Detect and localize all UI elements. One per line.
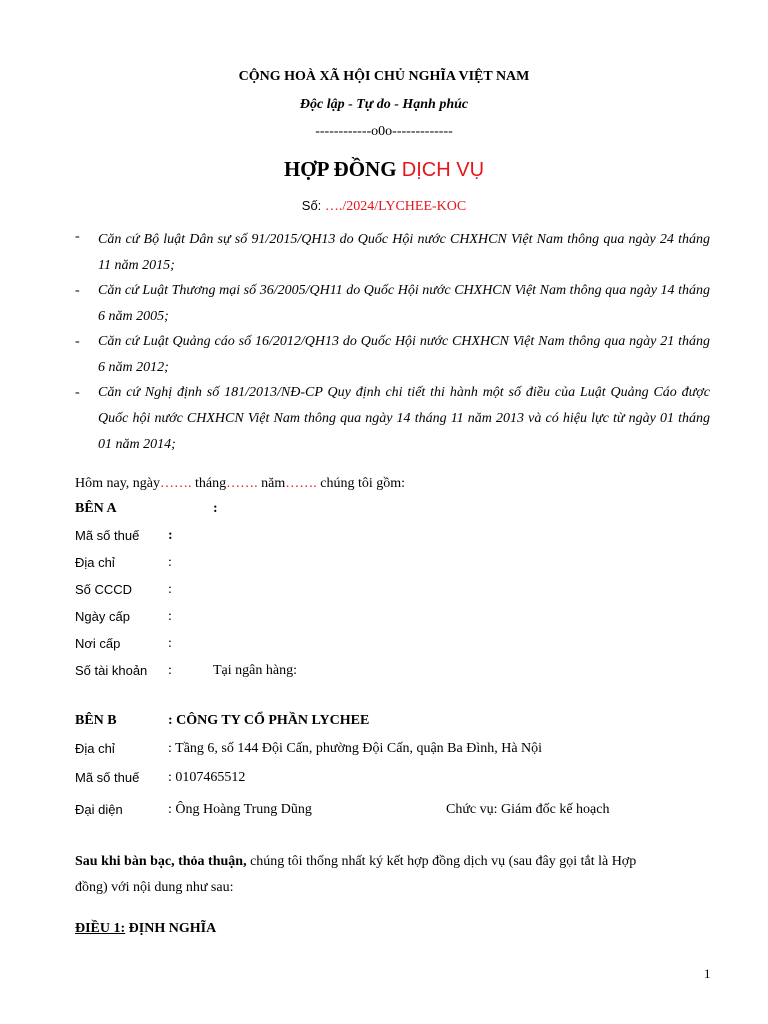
field-colon: : [168,636,172,651]
field-label: Địa chỉ [75,555,115,570]
party-b-company: : CÔNG TY CỔ PHẦN LYCHEE [168,713,370,728]
day-blank: ……. [160,476,192,491]
page-number: 1 [704,966,711,981]
contract-title-main: HỢP ĐỒNG [283,157,402,181]
field-colon: : [168,609,172,624]
bank-account-label: Số tài khoản [75,663,148,678]
legal-basis-dash: - [75,334,80,349]
article-1-heading [75,921,216,937]
field-label: Số CCCD [75,582,133,597]
intro-text: năm [257,476,286,491]
legal-basis-item: Căn cứ Luật Thương mại số 36/2005/QH11 do Quốc Hội nước CHXHCN Việt Nam thông qua ngày 14 tháng 6 năm 2005; [98,283,710,324]
field-colon: : [168,582,172,597]
legal-basis-item: Căn cứ Luật Quảng cáo số 16/2012/QH13 do Quốc Hội nước CHXHCN Việt Nam thông qua ngày 21 tháng 6 năm 2012; [98,334,710,375]
article-1-title: ĐỊNH NGHĨA [125,921,217,936]
intro-text: tháng [191,476,227,491]
field-label: Mã số thuế [75,528,140,543]
party-b-tax-code: : 0107465512 [168,770,246,785]
agreement-bold: Sau khi bàn bạc, thỏa thuận, [75,854,247,869]
country-name: CỘNG HOÀ XÃ HỘI CHỦ NGHĨA VIỆT NAM [238,69,530,84]
field-colon: : [168,663,172,678]
legal-basis-dash: - [75,283,80,298]
party-b-position: Chức vụ: Giám đốc kế hoạch [446,802,610,817]
header-separator: ------------o0o------------- [315,124,453,139]
article-1-prefix: ĐIỀU 1: [75,921,126,936]
field-label: Địa chỉ [75,741,115,756]
intro-text: chúng tôi gồm: [316,476,406,491]
field-label: Nơi cấp [75,636,121,651]
legal-basis-item: Căn cứ Nghị định số 181/2013/NĐ-CP Quy định chi tiết thi hành một số điều của Luật Quảng Cáo được Quốc hội nước CHXHCN Việt Nam thông qua ngày 14 tháng 11 năm 2013 và có hiệu lực từ ngày 01 tháng 01 năm 2014; [98,385,710,452]
contract-title-highlight: DỊCH VỤ [401,159,485,181]
field-label: Mã số thuế [75,770,140,785]
field-label: Đại diện [75,802,123,817]
legal-basis-dash: - [75,385,80,400]
agreement-line-2: đồng) với nội dung như sau: [75,880,234,895]
intro-text: Hôm nay, ngày [75,476,161,491]
agreement-text: chúng tôi thống nhất ký kết hợp đồng dịch vụ (sau đây gọi tắt là Hợp [246,854,637,869]
bank-label: Tại ngân hàng: [213,663,297,678]
party-b-address: : Tầng 6, số 144 Đội Cấn, phường Đội Cấn, quận Ba Đình, Hà Nội [168,741,543,756]
contract-title [0,157,768,182]
party-b-heading: BÊN B [75,713,117,728]
contract-number-value: …./2024/LYCHEE-KOC [324,199,467,214]
month-blank: ……. [226,476,258,491]
field-colon: : [168,555,172,570]
contract-number-label: Số: [301,198,325,213]
intro-line [75,476,405,492]
legal-basis-dash: - [75,229,80,244]
national-motto: Độc lập - Tự do - Hạnh phúc [299,97,469,112]
contract-number [0,198,768,215]
field-colon: : [168,528,173,543]
party-b-representative: : Ông Hoàng Trung Dũng [168,802,312,817]
field-label: Ngày cấp [75,609,130,624]
legal-basis-item: Căn cứ Bộ luật Dân sự số 91/2015/QH13 do Quốc Hội nước CHXHCN Việt Nam thông qua ngày 24 tháng 11 năm 2015; [98,232,710,273]
agreement-line-1 [75,854,636,870]
party-a-colon: : [213,501,218,516]
party-a-heading: BÊN A [75,501,117,516]
year-blank: ……. [285,476,317,491]
